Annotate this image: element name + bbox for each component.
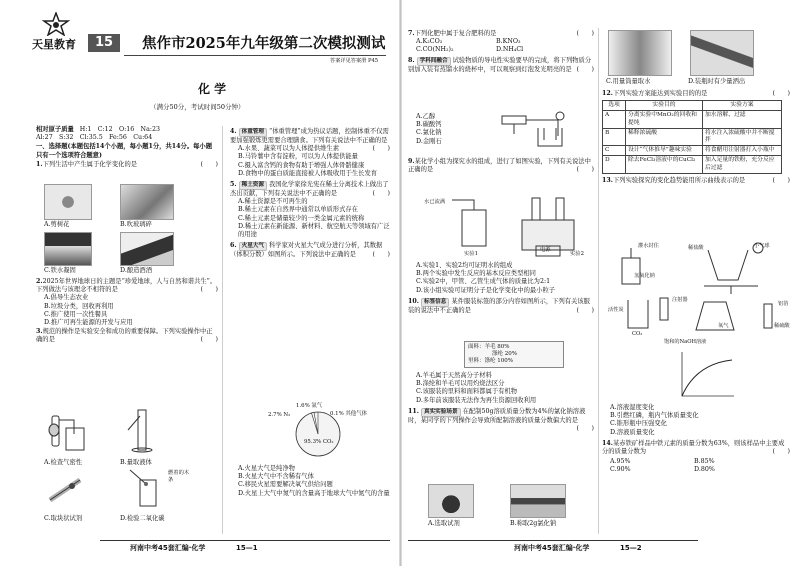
question-14 (602, 440, 790, 475)
page1-col-divider (222, 126, 223, 534)
q6-stem: 科学家对火星大气成分进行分析，其数据（体积分数）如图所示。下列说法中正确的是 (230, 242, 383, 259)
q9-paren: ( ) (576, 166, 594, 174)
q9-option-b: B.两个实验中发生反应的基本反应类型相同 (416, 270, 536, 278)
left-column-1b (36, 278, 218, 345)
q13-label-oxygen: 氧气 (718, 323, 729, 329)
q14-option-b: B.85% (694, 458, 715, 466)
left-column-2 (230, 128, 390, 259)
question-11 (408, 407, 594, 433)
q5-tag: 稀土资源 (239, 181, 267, 190)
q12-th-purpose: 实验目的 (626, 101, 703, 111)
q2-option-d: D.推广可再生能源的开发与应用 (44, 319, 133, 327)
q4-option-a: A.水果、蔬菜可以为人体提供维生素 (238, 145, 340, 153)
q8-number: 8. (408, 56, 415, 64)
table-row (603, 128, 782, 145)
q9-stem: 某化学小组为探究水的组成，进行了如图实验，下列有关说法中正确的是 (408, 158, 591, 174)
q9-number: 9. (408, 158, 415, 165)
table-cell: A (603, 111, 626, 128)
q2-option-a: A.倡导生态农业 (44, 294, 89, 302)
q7-paren: ( ) (576, 30, 594, 37)
q10-option-c: C.该服装的里料和面料都属于有机物 (416, 388, 518, 396)
q2-option-b: B.垃圾分类，回收再利用 (44, 302, 114, 310)
q6-option-a: A.火星大气是纯净物 (238, 465, 295, 472)
question-5 (230, 181, 390, 239)
q13-option-b: B.引燃红磷，瓶内气体质量变化 (610, 412, 699, 420)
question-3 (36, 328, 218, 344)
q2-stem: 2025年世界地球日的主题是“珍爱地球，人与自然和谐共生”。下列做法与该理念不相符的是 (36, 278, 217, 294)
q5-paren: ( ) (372, 190, 390, 198)
q9-electrolysis-diagram (422, 180, 592, 260)
publisher-logo (32, 10, 80, 60)
q14-option-c: C.90% (610, 466, 631, 474)
q14-option-a: A.95% (610, 458, 631, 466)
q11-option-c: C.用量筒量取水 (606, 78, 651, 85)
q6-option-b: B.火星大气中不含稀有气体 (238, 473, 314, 481)
q1-option-d: D.酿造酒酒 (120, 267, 153, 274)
q9-option-a: A.实验1、实验2均可证明水的组成 (416, 262, 513, 269)
q12-th-plan: 实验方案 (703, 101, 782, 111)
right-column-1b (408, 158, 594, 174)
q1-paren: ( ) (200, 160, 218, 168)
right-column-2 (602, 90, 790, 185)
q13-label-balloon: 小气球 (754, 243, 770, 249)
q10-option-a: A.羊毛属于天然高分子材料 (416, 372, 492, 379)
atomic-mass-line1: H:1 C:12 O:16 Na:23 (79, 126, 160, 133)
q10-garment-label (464, 341, 564, 368)
logo-text: 天星教育 (32, 38, 76, 51)
q13-label-seal: 灌水封住 (638, 243, 659, 249)
q9-option-c: C.实验2中，甲管、乙管生成气体的质量比为2:1 (416, 278, 551, 286)
q10-tag: 标签信息 (421, 298, 449, 307)
q6-tag: 火星大气 (239, 242, 267, 251)
q7-option-c: C.CO(NH₂)₂ (416, 46, 454, 54)
q6-label-other: 0.1% 其他气体 (330, 411, 367, 417)
q2-option-c: C.推广使用一次性餐具 (44, 310, 108, 318)
q11-number: 11. (408, 407, 419, 415)
q8-option-d: D.金刚石 (416, 137, 442, 145)
table-cell: 除去FeCl₃溶液中的CuCl₂ (626, 156, 703, 173)
paper-number-badge: 15 (88, 34, 120, 52)
q3-number: 3. (36, 328, 43, 336)
q10-label-line1: 面料：羊毛 80% (468, 344, 510, 350)
q12-table-header (603, 101, 782, 111)
q6-label-ar: 1.6% 氩气 (296, 403, 323, 409)
star-logo-icon (41, 12, 71, 36)
q10-stem: 某件服装标签的部分内容如图所示，下列有关该服装的说法中不正确的是 (408, 297, 590, 314)
section1-title: 一、选择题(本题包括14个小题，每小题1分，共14分。每小题只有一个选项符合题意) (36, 143, 213, 159)
q9-label-exp2: 实验2 (570, 251, 584, 257)
question-2 (36, 278, 218, 327)
exam-info: （满分50分，考试时间50分钟） (150, 103, 245, 111)
q8-tag: 学科间融合 (417, 57, 451, 66)
q14-paren: ( ) (772, 448, 790, 456)
q13-label-hcl: 稀盐酸 (688, 245, 704, 251)
q14-option-d: D.80% (694, 466, 715, 474)
q3-option-b: B.量取液体 (120, 459, 152, 466)
q12-th-option: 选项 (603, 101, 626, 111)
q5-option-a: A.稀土资源是不可再生的 (238, 198, 308, 206)
footer-left-page: 15—1 (236, 544, 258, 552)
q8-stem: 试验物质的导电性实验要早的完成，将下列物质分别加入装有蒸馏水的烧杯中，可以观察到灯泡发光明亮的是 (408, 56, 592, 73)
question-4 (230, 128, 390, 178)
table-row (603, 156, 782, 173)
q13-curve-graph (676, 350, 736, 402)
q13-label-foil: 铝箔 (778, 301, 789, 307)
exam-title: 焦作市2025年九年级第二次模拟测试 (142, 35, 386, 52)
table-cell: B (603, 128, 626, 145)
q2-number: 2. (36, 278, 43, 285)
q10-number: 10. (408, 297, 419, 305)
q8-option-a: A.乙醇 (416, 113, 436, 120)
q1-image-a (44, 184, 92, 220)
question-7 (408, 30, 594, 55)
q8-paren: ( ) (576, 65, 594, 73)
q4-paren: ( ) (372, 145, 390, 153)
q6-paren: ( ) (372, 251, 390, 259)
q7-option-d: D.NH₄Cl (496, 46, 524, 54)
subject-title: 化 学 (198, 82, 227, 96)
q6-option-c: C.移民火星需要解决氧气供给问题 (238, 481, 333, 489)
q13-label-co2: CO₂ (632, 331, 643, 337)
q4-stem: “体重管理”成为热议话题，控制体重不仅需要加强锻炼更需要合理膳食。下列有关说法中不正确的是 (230, 128, 389, 144)
atomic-mass-label: 相对原子质量 (36, 126, 74, 133)
question-13 (602, 177, 790, 185)
q14-number: 14. (602, 439, 613, 447)
q3-option-a: A.检查气密性 (44, 459, 83, 466)
q13-apparatus-diagram (608, 240, 790, 336)
atomic-mass-line2: Al:27 S:32 Cl:35.5 Fe:56 Cu:64 (36, 134, 153, 142)
q9-label-power: 电源 (540, 247, 551, 253)
table-cell: D (603, 156, 626, 173)
q3-image-a (44, 410, 90, 454)
q12-stem: 下列实验方案能达到实验目的的是 (612, 90, 708, 97)
question-9 (408, 158, 594, 174)
q5-option-c: C.稀土元素是储量较少的一类金属元素的统称 (238, 214, 365, 222)
table-cell: 加入足量的铁粉，充分反应后过滤 (703, 156, 782, 173)
q8-circuit-diagram (498, 108, 590, 150)
right-column-1d (408, 372, 594, 433)
q8-options-block (416, 113, 496, 146)
page-right (402, 0, 800, 566)
q3-image-b (120, 406, 166, 454)
q13-label-carbon: 活性炭 (608, 307, 624, 313)
q1-option-c: C.铁水凝固 (44, 267, 76, 274)
q5-option-d: D.稀土元素在新能源、新材料、航空航天等领域有广泛的用途 (238, 222, 390, 239)
q12-paren: ( ) (772, 90, 790, 97)
q14-stem: 某赤铁矿样品中铁元素的质量分数为63%，则该样品中主要成分的质量分数为 (602, 439, 785, 456)
atomic-mass-block (36, 126, 218, 142)
table-cell: 分离实验中MnO₂的回收和提纯 (626, 111, 703, 128)
q13-option-a: A.溶液湿度变化 (610, 404, 655, 411)
q12-number: 12. (602, 90, 613, 97)
q7-number: 7. (408, 30, 415, 37)
q10-label-line2: 涤纶 20% (492, 351, 517, 357)
q4-tag: 体重管理 (239, 128, 267, 137)
q1-option-a: A.剪树花 (44, 221, 70, 228)
footer-left-series: 河南中考45套汇编·化学 (130, 544, 206, 552)
right-column-1c (408, 262, 594, 315)
q11-option-a: A.选取试剂 (428, 520, 460, 527)
q11-image-b (510, 484, 566, 518)
q9-label-water: 水已流满 (424, 199, 446, 205)
table-cell: 加水溶解、过滤 (703, 111, 782, 128)
q11-paren: ( ) (576, 425, 594, 433)
q8-option-c: C.氯化钠 (416, 129, 442, 137)
question-1 (36, 161, 218, 169)
q3-image-c (44, 470, 90, 510)
q1-image-c (44, 232, 92, 266)
q10-paren: ( ) (576, 306, 594, 314)
left-column-1 (36, 126, 218, 169)
q13-paren: ( ) (772, 176, 790, 184)
right-column-1 (408, 30, 594, 74)
q1-number: 1. (36, 160, 43, 168)
q11-option-b: B.称取2g氯化钠 (510, 520, 557, 527)
q6-option-d: D.火星上大气中氮气的含量高于地球大气中氮气的含量 (238, 489, 390, 497)
q9-option-d: D.该小组实验可证明分子是化学变化中的最小粒子 (416, 286, 556, 294)
q13-label-h2so4: 稀硫酸 (774, 323, 790, 329)
q2-paren: ( ) (200, 286, 218, 294)
q12-table (602, 100, 782, 174)
page2-col-divider (598, 28, 599, 534)
q13-label-sat-naoh: 饱和的NaOH溶液 (664, 339, 707, 345)
q5-number: 5. (230, 181, 237, 189)
q13-label-syringe: 注射器 (672, 297, 688, 303)
left-column-2b (230, 465, 390, 498)
q10-option-d: D.多年前该服装无法作为再生资源回收利用 (416, 396, 537, 404)
q6-label-co2: 95.3% CO₂ (304, 439, 334, 445)
q6-label-n2: 2.7% N₂ (268, 412, 291, 418)
q10-option-b: B.涤纶和羊毛可以用灼烧法区分 (416, 380, 505, 388)
q1-image-b (120, 184, 174, 220)
table-cell: 将食醋用注射器打入小瓶中 (703, 146, 782, 156)
table-cell: 设计“气体推导”趣味实验 (626, 146, 703, 156)
q11-option-d: D.装瓶时有少量洒出 (688, 78, 746, 85)
footer-right-page: 15—2 (620, 544, 642, 552)
q5-stem: 我国化学家徐光宪在稀土分离技术上做出了杰出贡献，下列有关说法中不正确的是 (230, 181, 389, 198)
table-cell: 稀释浓硫酸 (626, 128, 703, 145)
q1-stem: 下列生活中产生属于化学变化的是 (42, 160, 138, 168)
q13-number: 13. (602, 176, 613, 184)
q11-tag: 真实实验场景 (421, 408, 461, 417)
q8-option-b: B.碳酸钙 (416, 121, 442, 129)
q13-stem: 下列实验探究的变化趋势能用所示曲线表示的是 (612, 176, 746, 184)
q1-option-b: B.吹玻璃碎 (120, 221, 152, 228)
table-row (603, 146, 782, 156)
q3-stem: 规范的操作是实验安全和成功的重要保障。下列实验操作中正确的是 (36, 328, 213, 344)
q13-option-c: C.锥形瓶中压强变化 (610, 420, 667, 428)
right-column-2b (602, 404, 790, 475)
q4-number: 4. (230, 128, 237, 135)
q3-option-c: C.取块状试剂 (44, 515, 83, 522)
table-cell: 将水注入浓硫酸中并不断搅拌 (703, 128, 782, 145)
title-rule (124, 55, 386, 56)
question-12 (602, 90, 790, 98)
q11-image-a (428, 484, 474, 518)
answer-reference: 答案详见答案册 P45 (330, 58, 379, 64)
q6-number: 6. (230, 242, 237, 250)
q3-burning-stick-label: 燃着的木条 (168, 470, 190, 483)
q7-option-b: B.KNO₃ (496, 38, 521, 46)
q4-option-b: B.马铃薯中含有淀粉，可以为人体提供能量 (238, 153, 358, 161)
q13-option-d: D.溶液质量变化 (610, 428, 655, 436)
q4-option-d: D.食物中的蛋白质能直接被人体吸收用于生长发育 (238, 169, 378, 177)
q7-option-a: A.K₂CO₃ (416, 38, 443, 46)
table-row (603, 111, 782, 128)
q10-label-line3: 里料：涤纶 100% (468, 358, 513, 364)
q11-image-d (690, 30, 754, 76)
q3-paren: ( ) (200, 336, 218, 344)
q11-stem: 在配制50g溶质质量分数为4%的氯化钠溶液时，某同学的下列操作会导致所配制溶液的质量分数偏大的是 (408, 407, 586, 424)
table-cell: C (603, 146, 626, 156)
q5-option-b: B.稀土元素在自然界中通常以单质形式存在 (238, 206, 358, 214)
q11-image-c (608, 30, 672, 76)
question-10 (408, 298, 594, 315)
q3-option-d: D.检验二氧化碳 (120, 515, 165, 522)
q4-option-c: C.摄入富含钙的食物有助于增强人体骨骼健康 (238, 161, 365, 169)
question-6 (230, 242, 390, 259)
q13-label-naoh: 氢氧化钠 (634, 273, 655, 279)
q1-image-d (120, 232, 174, 266)
question-8 (408, 57, 594, 74)
footer-right-series: 河南中考45套汇编·化学 (514, 544, 590, 552)
q7-stem: 下列化肥中属于复合肥料的是 (414, 30, 497, 37)
q9-label-exp1: 实验1 (464, 251, 478, 257)
